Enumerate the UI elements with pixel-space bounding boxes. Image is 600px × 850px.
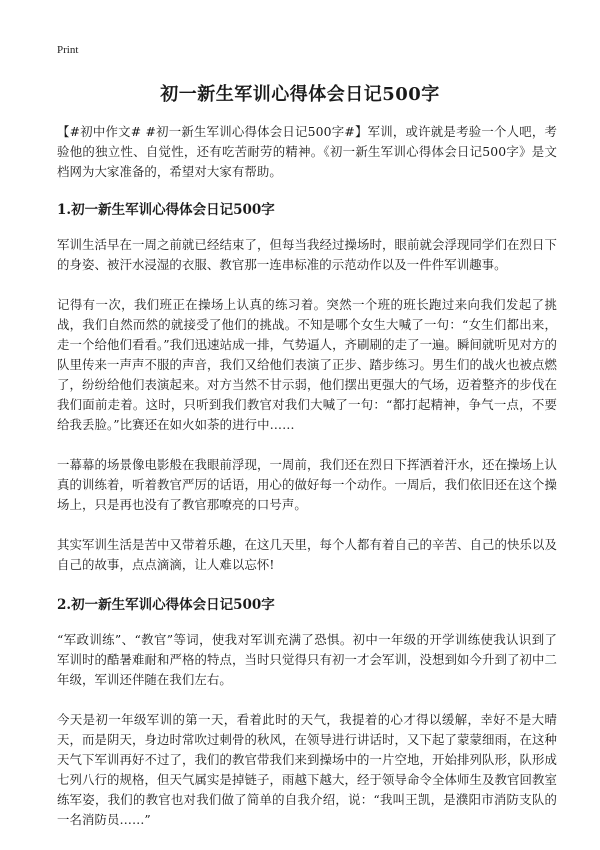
intro-paragraph: 【#初中作文# #初一新生军训心得体会日记500字#】军训，或许就是考验一个人吧，考验他的独立性、自觉性，还有吃苦耐劳的精神。《初一新生军训心得体会日记500字》是文档网为大家准备的，希望对大家有帮助。 bbox=[57, 124, 557, 179]
paragraph: 今天是初一年级军训的第一天，看着此时的天气，我提着的心才得以缓解，幸好不是大晴天，而是阴天，身边时常吹过刺骨的秋风，在领导进行讲话时，又下起了蒙蒙细雨，在这种天气下军训再好不过了，我们的教官带我们来到操场中的一片空地，开始排列队形，队形成七列八行的规格，但天气属实是掉链子，雨越下越大，经于领导命令全体师生及教官回教室练军姿，我们的教官也对我们做了简单的自我介绍，说：“我叫王凯，是濮阳市消防支队的一名消防员……” bbox=[57, 712, 557, 827]
paragraph: 记得有一次，我们班正在操场上认真的练习着。突然一个班的班长跑过来向我们发起了挑战，我们自然而然的就接受了他们的挑战。不知是哪个女生大喊了一句：“女生们都出来，走一个给他们看看。”我们迅速站成一排，气势逼人，齐刷刷的走了一遍。瞬间就听见对方的队里传来一声声不服的声音，我们又给他们表演了正步、踏步练习。男生们的战火也被点燃了，纷纷给他们表演起来。对方当然不甘示弱，他们摆出更强大的气场，迈着整齐的步伐在我们面前走着。这时，只听到我们教官对我们大喊了一句：“都打起精神，争气一点，不要给我丢脸。”比赛还在如火如荼的进行中…… bbox=[57, 297, 557, 432]
section-heading: 2.初一新生军训心得体会日记500字 bbox=[57, 597, 275, 613]
paragraph: “军政训练”、“教官”等词，使我对军训充满了恐惧。初中一年级的开学训练使我认识到了军训时的酷暑难耐和严格的特点，当时只觉得只有初一才会军训，没想到如今升到了初中二年级，军训还伴随在我们左右。 bbox=[57, 632, 557, 687]
paragraph: 其实军训生活是苦中又带着乐趣，在这几天里，每个人都有着自己的辛苦、自己的快乐以及自己的故事，点点滴滴，让人难以忘怀! bbox=[57, 537, 557, 572]
paragraph: 一幕幕的场景像电影般在我眼前浮现，一周前，我们还在烈日下挥洒着汗水，还在操场上认真的训练着，听着教官严厉的话语，用心的做好每一个动作。一周后，我们依旧还在这个操场上，只是再也没有了教官那嘹亮的口号声。 bbox=[57, 457, 557, 512]
section-heading: 1.初一新生军训心得体会日记500字 bbox=[57, 202, 275, 218]
paragraph: 军训生活早在一周之前就已经结束了，但每当我经过操场时，眼前就会浮现同学们在烈日下的身姿、被汗水浸湿的衣服、教官那一连串标准的示范动作以及一件件军训趣事。 bbox=[57, 237, 557, 272]
print-label[interactable]: Print bbox=[57, 44, 79, 56]
page-title: 初一新生军训心得体会日记500字 bbox=[160, 84, 440, 105]
article-body bbox=[57, 122, 557, 850]
